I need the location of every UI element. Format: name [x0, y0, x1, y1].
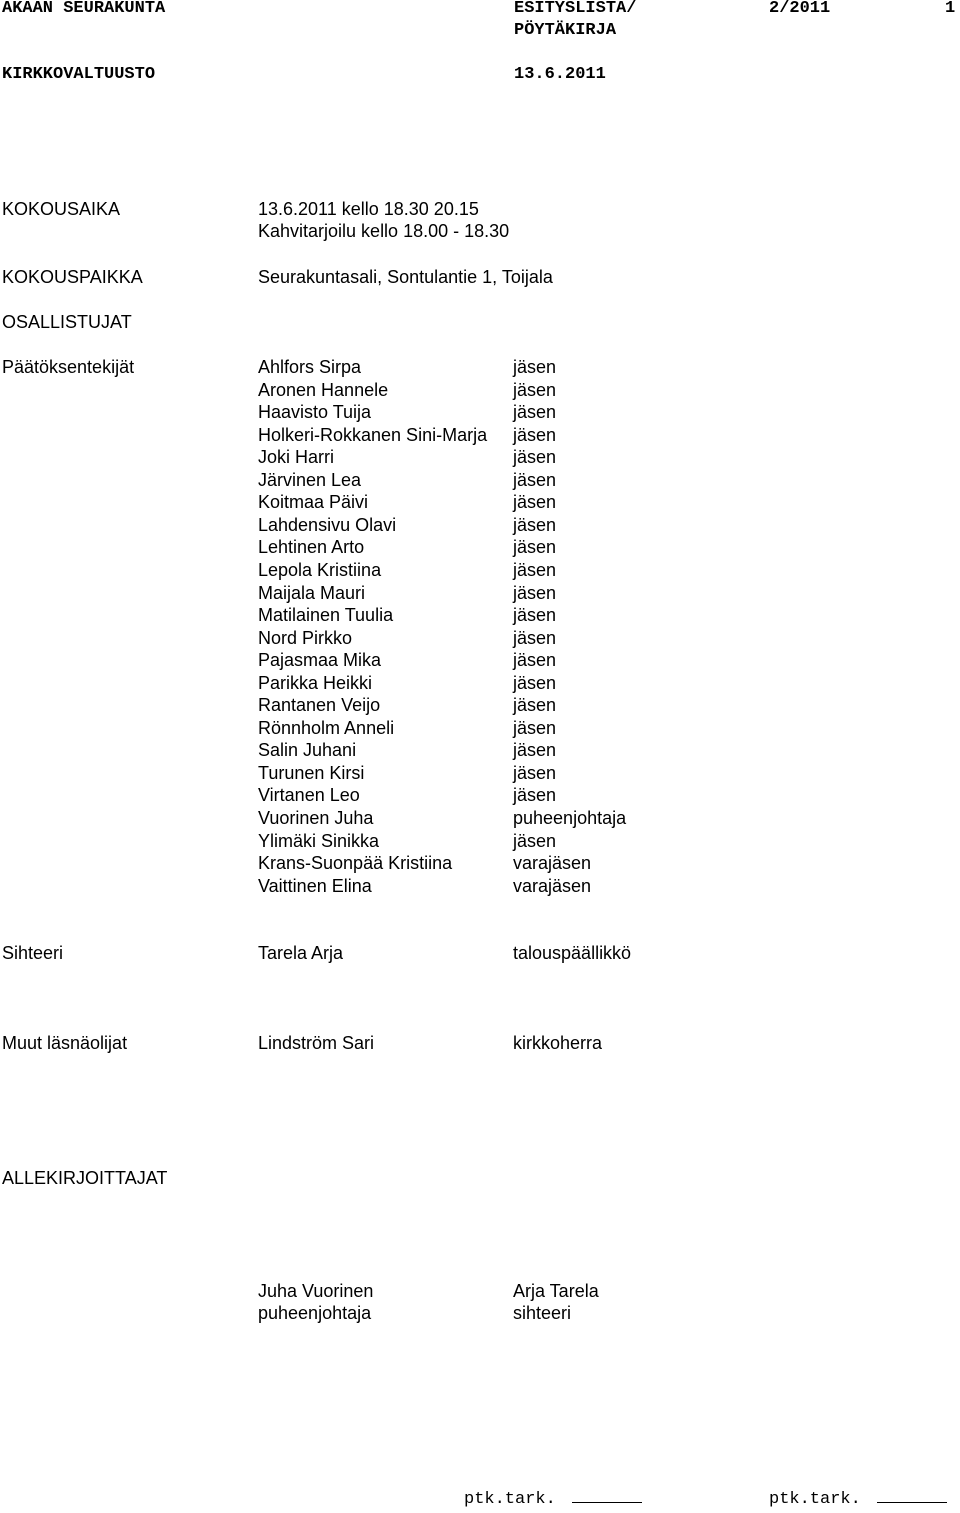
member-name: Rantanen Veijo — [258, 695, 381, 716]
minutes-checker-1 — [464, 1488, 642, 1511]
member-row — [0, 672, 960, 695]
document-type-line2: PÖYTÄKIRJA — [514, 21, 617, 40]
member-row — [0, 852, 960, 875]
member-name: Krans-Suonpää Kristiina — [258, 853, 453, 874]
secretary-label: Sihteeri — [2, 943, 64, 963]
member-row — [0, 446, 960, 469]
member-name: Lepola Kristiina — [258, 559, 382, 580]
meeting-date: 13.6.2011 — [514, 65, 606, 84]
member-name: Maijala Mauri — [258, 582, 366, 603]
member-role: jäsen — [513, 424, 557, 445]
organization-name: AKAAN SEURAKUNTA — [2, 0, 166, 18]
member-name: Lehtinen Arto — [258, 537, 365, 558]
member-name: Ahlfors Sirpa — [258, 357, 362, 377]
member-role: jäsen — [513, 514, 557, 535]
member-role: jäsen — [513, 559, 557, 580]
member-row — [0, 401, 960, 424]
others-present-title: kirkkoherra — [513, 1033, 603, 1053]
member-role: varajäsen — [513, 875, 592, 896]
member-name: Turunen Kirsi — [258, 762, 365, 783]
member-name: Vaittinen Elina — [258, 875, 372, 896]
member-name: Koitmaa Päivi — [258, 492, 369, 513]
member-row — [0, 694, 960, 717]
meeting-place-value: Seurakuntasali, Sontulantie 1, Toijala — [258, 267, 553, 287]
signatory-secretary-name: Arja Tarela — [513, 1281, 599, 1301]
member-role: jäsen — [513, 740, 557, 761]
member-row — [0, 536, 960, 559]
secretary-title: talouspäällikkö — [513, 943, 632, 963]
member-row — [0, 627, 960, 650]
member-role: jäsen — [513, 672, 557, 693]
secretary-name: Tarela Arja — [258, 943, 344, 963]
signatories-heading: ALLEKIRJOITTAJAT — [2, 1168, 168, 1188]
member-name: Järvinen Lea — [258, 469, 362, 490]
page-number: 1 — [945, 0, 956, 18]
member-row — [0, 875, 960, 898]
member-name: Haavisto Tuija — [258, 402, 372, 423]
member-role: jäsen — [513, 650, 557, 671]
minutes-checker-1-blank — [572, 1488, 642, 1503]
meeting-time-label: KOKOUSAIKA — [2, 199, 121, 219]
member-name: Parikka Heikki — [258, 672, 373, 693]
member-role: jäsen — [513, 357, 557, 377]
member-name: Pajasmaa Mika — [258, 650, 382, 671]
signatory-chair-name: Juha Vuorinen — [258, 1281, 374, 1301]
member-row — [0, 717, 960, 740]
others-present-label: Muut läsnäolijat — [2, 1033, 128, 1053]
member-row — [0, 559, 960, 582]
member-row — [0, 807, 960, 830]
member-role: puheenjohtaja — [513, 808, 627, 828]
member-name: Salin Juhani — [258, 740, 357, 761]
member-role: jäsen — [513, 537, 557, 558]
minutes-checker-2-label: ptk.tark. — [769, 1490, 861, 1509]
member-row — [0, 762, 960, 785]
member-role: jäsen — [513, 447, 557, 468]
member-name: Virtanen Leo — [258, 785, 360, 806]
member-role: jäsen — [513, 830, 557, 851]
signatory-secretary-title: sihteeri — [513, 1303, 572, 1323]
member-name: Holkeri-Rokkanen Sini-Marja — [258, 424, 488, 445]
member-role: jäsen — [513, 717, 557, 738]
member-row — [0, 514, 960, 537]
member-role: jäsen — [513, 695, 557, 716]
member-row — [0, 356, 960, 379]
member-role: jäsen — [513, 492, 557, 513]
member-row — [0, 739, 960, 762]
member-role: jäsen — [513, 582, 557, 603]
member-role: jäsen — [513, 379, 557, 400]
member-name: Vuorinen Juha — [258, 808, 374, 828]
member-name: Joki Harri — [258, 447, 335, 468]
member-row — [0, 491, 960, 514]
member-name: Rönnholm Anneli — [258, 717, 395, 738]
others-present-name: Lindström Sari — [258, 1033, 375, 1053]
document-type-line1: ESITYSLISTA/ — [514, 0, 637, 18]
coffee-time: Kahvitarjoilu kello 18.00 - 18.30 — [258, 221, 510, 241]
member-row — [0, 379, 960, 402]
member-row — [0, 469, 960, 492]
member-row — [0, 649, 960, 672]
minutes-checker-2 — [769, 1488, 947, 1511]
member-name: Lahdensivu Olavi — [258, 514, 397, 535]
member-row — [0, 424, 960, 447]
member-role: jäsen — [513, 469, 557, 490]
member-row — [0, 830, 960, 853]
member-row — [0, 784, 960, 807]
member-name: Ylimäki Sinikka — [258, 830, 380, 851]
member-name: Aronen Hannele — [258, 379, 389, 400]
meeting-place-label: KOKOUSPAIKKA — [2, 267, 143, 287]
member-role: jäsen — [513, 785, 557, 806]
member-role: jäsen — [513, 762, 557, 783]
member-row — [0, 582, 960, 605]
minutes-checker-1-label: ptk.tark. — [464, 1490, 556, 1509]
signatory-chair-title: puheenjohtaja — [258, 1303, 372, 1323]
member-role: jäsen — [513, 627, 557, 648]
member-name: Matilainen Tuulia — [258, 605, 394, 626]
member-name: Nord Pirkko — [258, 627, 353, 648]
meeting-time-value: 13.6.2011 kello 18.30 20.15 — [258, 199, 479, 219]
member-role: varajäsen — [513, 853, 592, 874]
body-name: KIRKKOVALTUUSTO — [2, 65, 156, 84]
minutes-checker-2-blank — [877, 1488, 947, 1503]
member-role: jäsen — [513, 605, 557, 626]
participants-heading: OSALLISTUJAT — [2, 312, 132, 332]
member-role: jäsen — [513, 402, 557, 423]
decision-makers-label: Päätöksentekijät — [2, 357, 135, 377]
member-row — [0, 604, 960, 627]
meeting-number: 2/2011 — [769, 0, 831, 18]
